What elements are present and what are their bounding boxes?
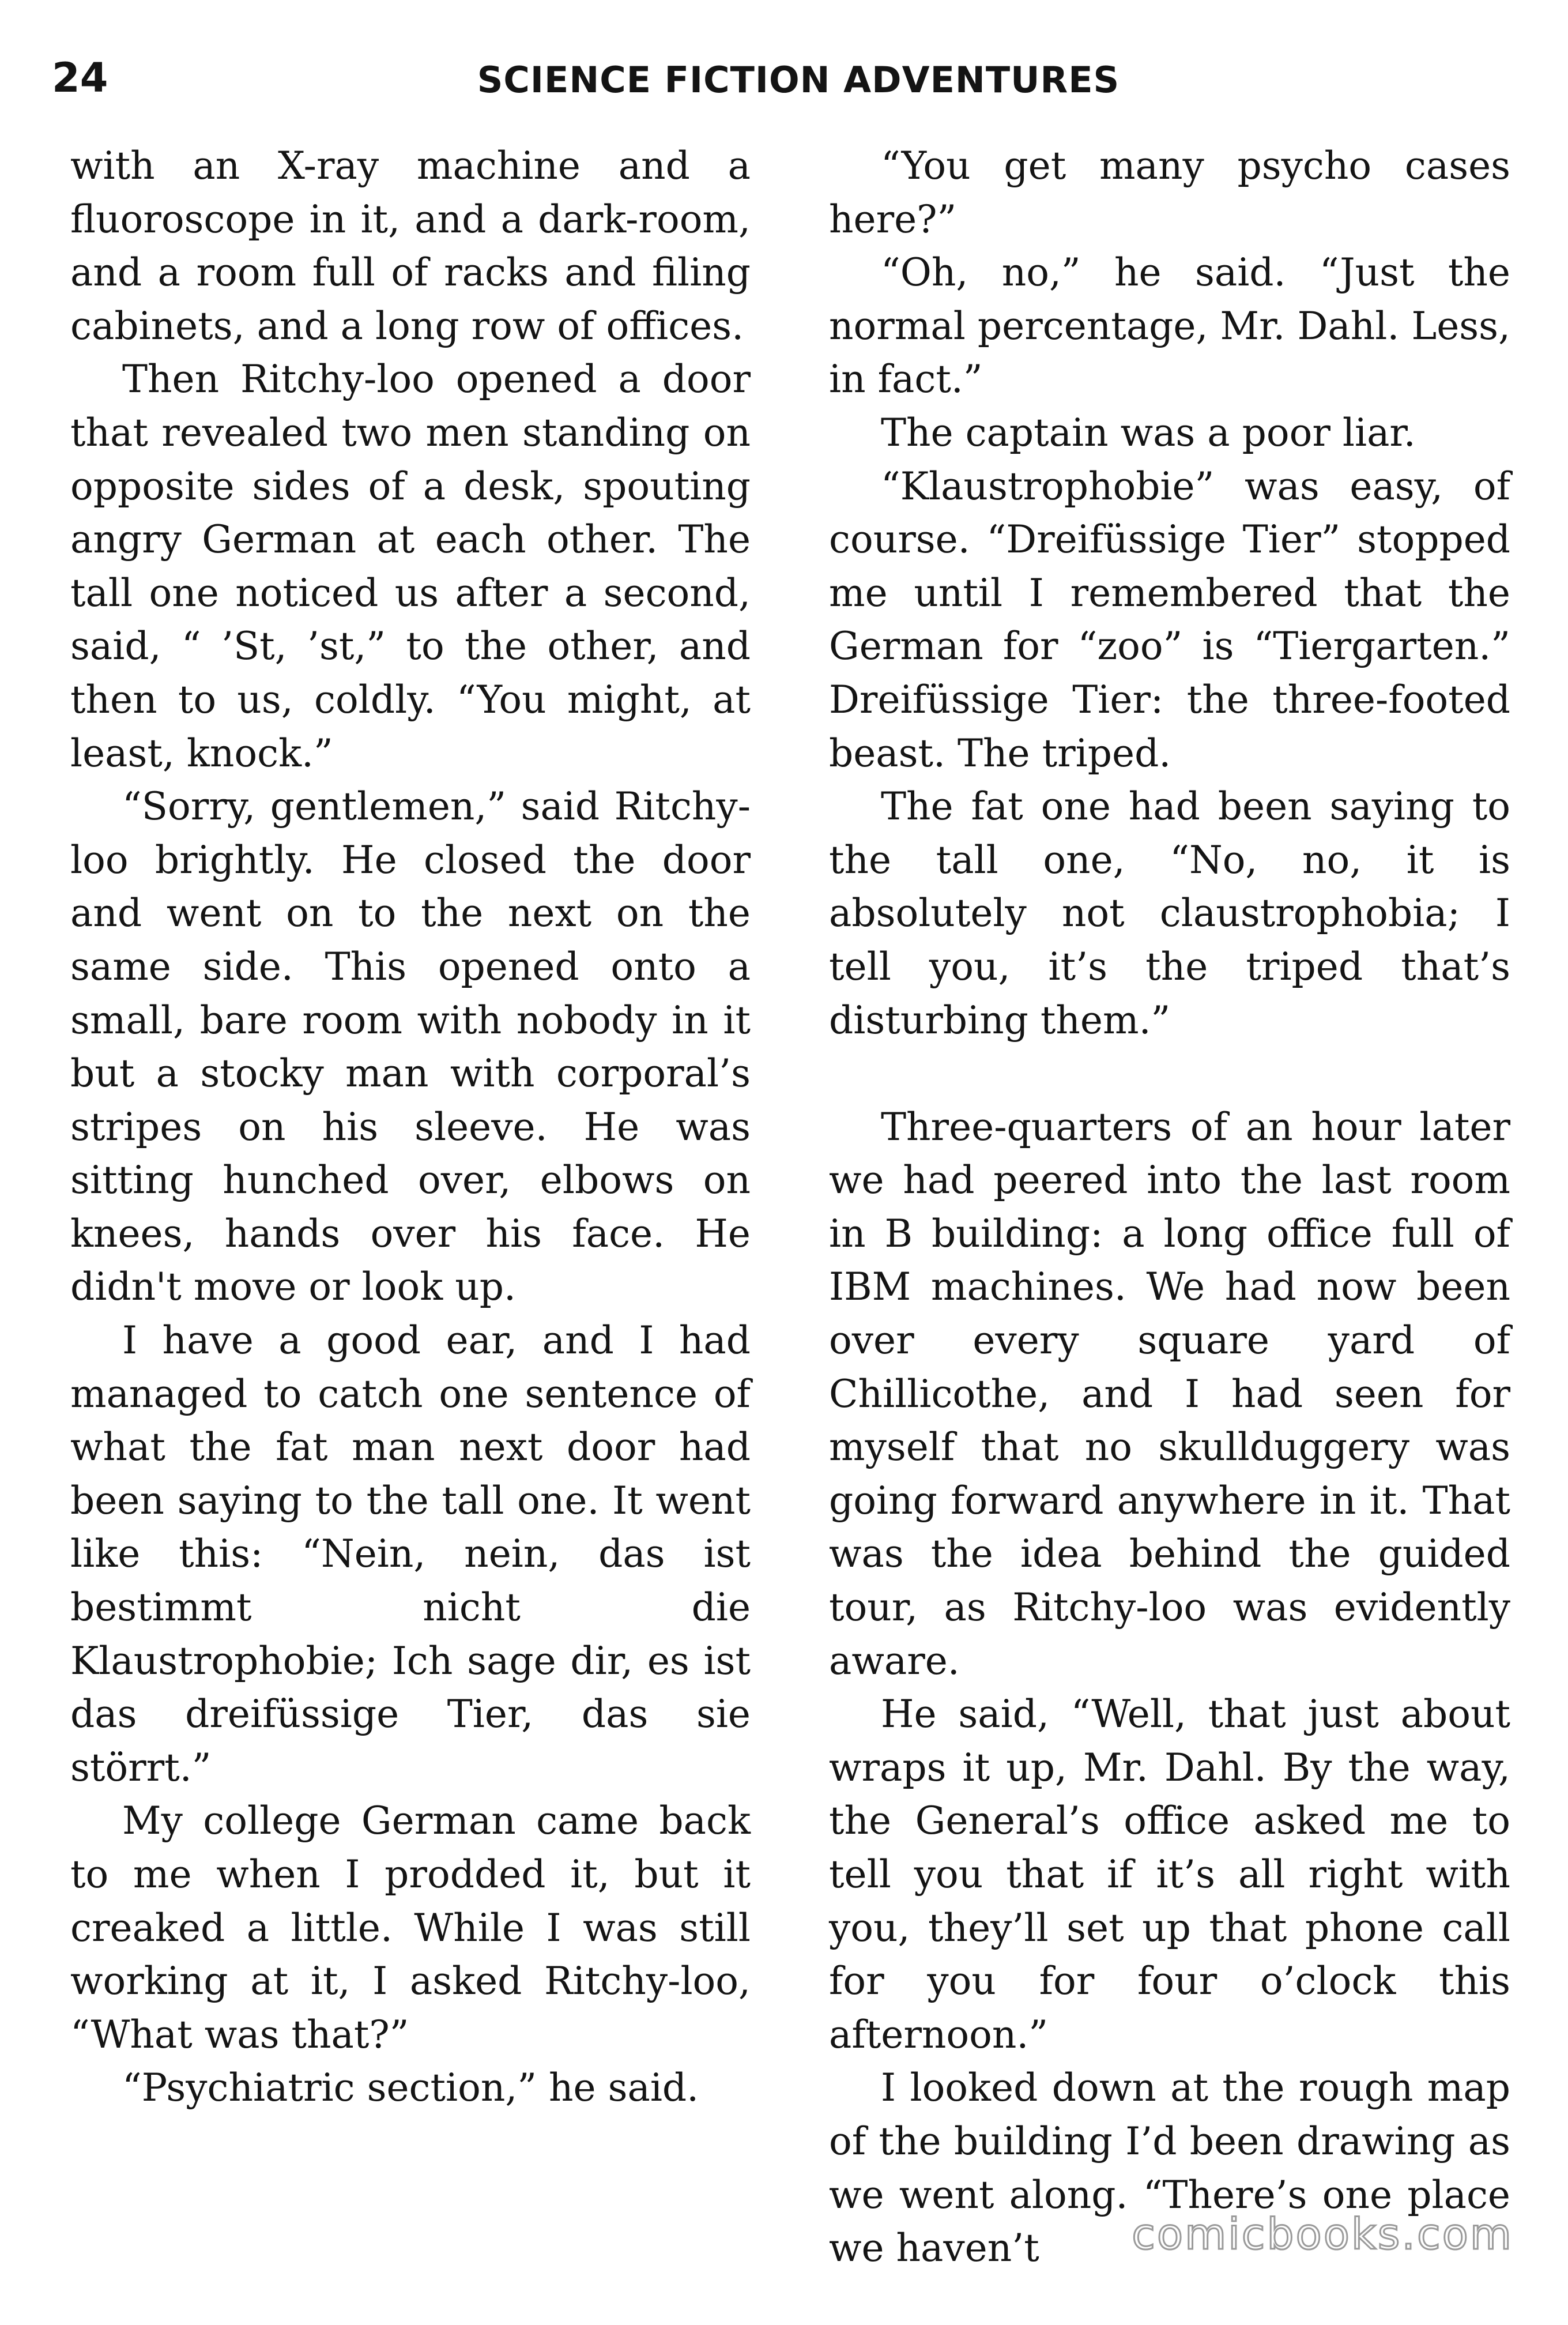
paragraph: My college German came back to me when I prodded it, but it creaked a little. While I was still working at it, I asked Ritchy-loo, “What was that?” — [70, 1799, 751, 2057]
paragraph: “Psychiatric section,” he said. — [122, 2066, 699, 2110]
running-title: SCIENCE FICTION ADVENTURES — [477, 59, 1120, 101]
scene-break — [829, 1047, 1510, 1101]
paragraph: “Sorry, gentlemen,” said Ritchy-loo brightly. He closed the door and went on to the next on the same side. This opened onto a small, bare room with nobody in it but a stocky man with corporal’s stripes on his sleeve. He was sitting hunched over, elbows on knees, hands over his face. He didn't move or look up. — [70, 784, 751, 1310]
paragraph: “You get many psycho cases here?” — [829, 144, 1510, 242]
paragraph: with an X-ray machine and a fluoroscope in it, and a dark-room, and a room full of racks and filing cabinets, and a long row of offices. — [70, 144, 751, 348]
paragraph: I looked down at the rough map of the building I’d been drawing as we went along. “There’s one place we haven’t — [829, 2066, 1510, 2271]
page-number: 24 — [52, 54, 108, 101]
paragraph: The fat one had been saying to the tall one, “No, no, it is absolutely not claustrophobia; I tell you, it’s the triped that’s disturbing them.” — [829, 784, 1510, 1043]
paragraph: Then Ritchy-loo opened a door that revealed two men standing on opposite sides of a desk, spouting angry German at each other. The tall one noticed us after a second, said, “ ’St, ’st,” to the other, and then to us, coldly. “You might, at least, knock.” — [70, 357, 751, 776]
right-column — [829, 140, 1510, 2275]
paragraph: Three-quarters of an hour later we had peered into the last room in B building: a long office full of IBM machines. We had now been over every square yard of Chillicothe, and I had seen for myself that no skullduggery was going forward anywhere in it. That was the idea behind the guided tour, as Ritchy-loo was evidently aware. — [829, 1104, 1510, 1683]
watermark: comicbooks.com — [1132, 2210, 1513, 2259]
paragraph: “Oh, no,” he said. “Just the normal percentage, Mr. Dahl. Less, in fact.” — [829, 250, 1510, 402]
paragraph: “Klaustrophobie” was easy, of course. “Dreifüssige Tier” stopped me until I remembered that the German for “zoo” is “Tiergarten.” Dreifüssige Tier: the three-footed beast. The triped. — [829, 464, 1510, 776]
paragraph: I have a good ear, and I had managed to catch one sentence of what the fat man next door had been saying to the tall one. It went like this: “Nein, nein, das ist bestimmt nicht die Klaustrophobie; Ich sage dir, es ist das dreifüssige Tier, das sie störrt.” — [70, 1318, 751, 1790]
paragraph: He said, “Well, that just about wraps it up, Mr. Dahl. By the way, the General’s office asked me to tell you that if it’s all right with you, they’ll set up that phone call for you for four o’clock this afternoon.” — [829, 1692, 1510, 2057]
left-column — [70, 140, 751, 2115]
paragraph: The captain was a poor liar. — [881, 410, 1416, 455]
